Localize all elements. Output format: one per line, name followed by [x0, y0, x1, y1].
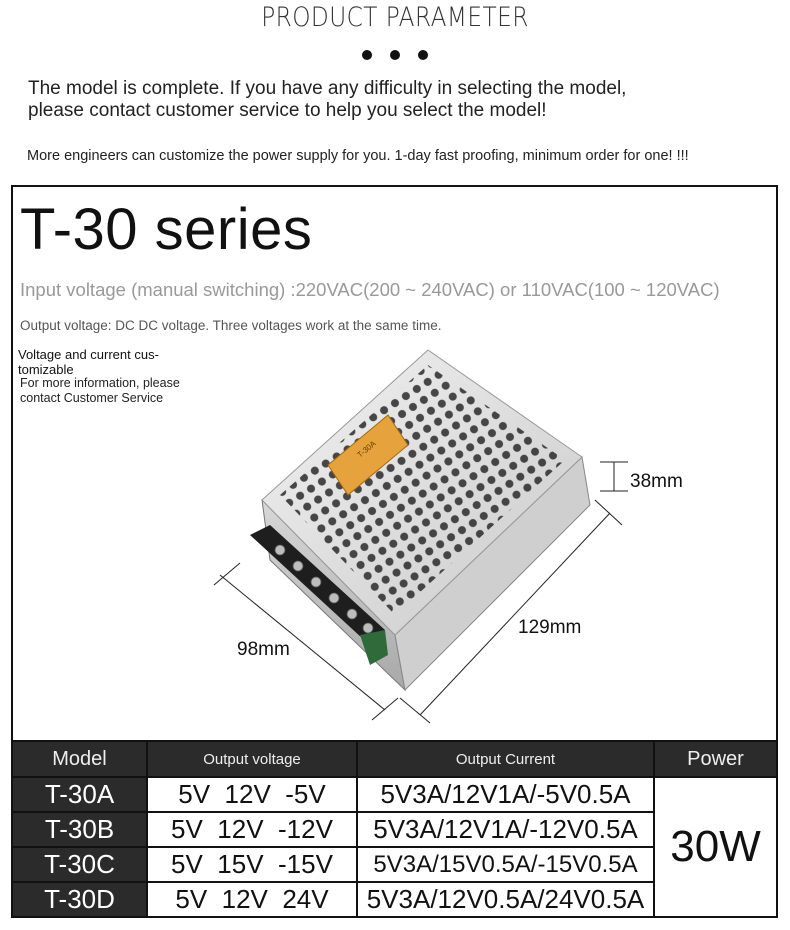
contact-line-1: For more information, please [20, 376, 180, 390]
header-output-voltage: Output voltage [147, 741, 357, 777]
voltage-cell: 5V 15V -15V [147, 847, 357, 882]
model-cell: T-30C [12, 847, 147, 882]
intro-line-2: please contact customer service to help you select the model! [28, 100, 547, 121]
dimension-height: 38mm [630, 471, 683, 492]
current-cell: 5V3A/12V1A/-12V0.5A [357, 812, 654, 847]
header-power: Power [654, 741, 777, 777]
customizable-line-1: Voltage and current cus- [18, 347, 159, 362]
voltage-cell: 5V 12V -5V [147, 777, 357, 812]
model-cell: T-30B [12, 812, 147, 847]
voltage-cell: 5V 12V 24V [147, 882, 357, 917]
header-output-current: Output Current [357, 741, 654, 777]
customizable-line-2: tomizable [18, 362, 74, 377]
model-cell: T-30A [12, 777, 147, 812]
page-title: PRODUCT PARAMETER [261, 2, 529, 33]
customization-note: More engineers can customize the power supply for you. 1-day fast proofing, minimum order for one! !!! [27, 148, 689, 164]
dimension-length: 129mm [518, 617, 582, 638]
table-header-row [12, 741, 777, 777]
table-row [12, 777, 777, 812]
header-model: Model [12, 741, 147, 777]
model-cell: T-30D [12, 882, 147, 917]
contact-line-2: contact Customer Service [20, 391, 164, 405]
current-cell: 5V3A/12V1A/-5V0.5A [357, 777, 654, 812]
input-voltage-text: Input voltage (manual switching) :220VAC(200 ~ 240VAC) or 110VAC(100 ~ 120VAC) [20, 279, 720, 300]
current-cell: 5V3A/12V0.5A/24V0.5A [357, 882, 654, 917]
specification-table [11, 740, 778, 918]
separator-dots [362, 50, 432, 62]
intro-text [28, 78, 768, 122]
dimension-width: 98mm [237, 639, 290, 660]
current-cell: 5V3A/15V0.5A/-15V0.5A [357, 847, 654, 882]
product-label-text: T-30A [355, 438, 378, 460]
voltage-cell: 5V 12V -12V [147, 812, 357, 847]
power-cell: 30W [654, 777, 777, 917]
output-voltage-text: Output voltage: DC DC voltage. Three voltages work at the same time. [20, 318, 442, 333]
contact-note [20, 376, 195, 406]
power-supply-image [210, 345, 650, 725]
customizable-note [18, 347, 188, 377]
series-title: T-30 series [20, 197, 313, 262]
intro-line-1: The model is complete. If you have any difficulty in selecting the model, [28, 78, 627, 99]
